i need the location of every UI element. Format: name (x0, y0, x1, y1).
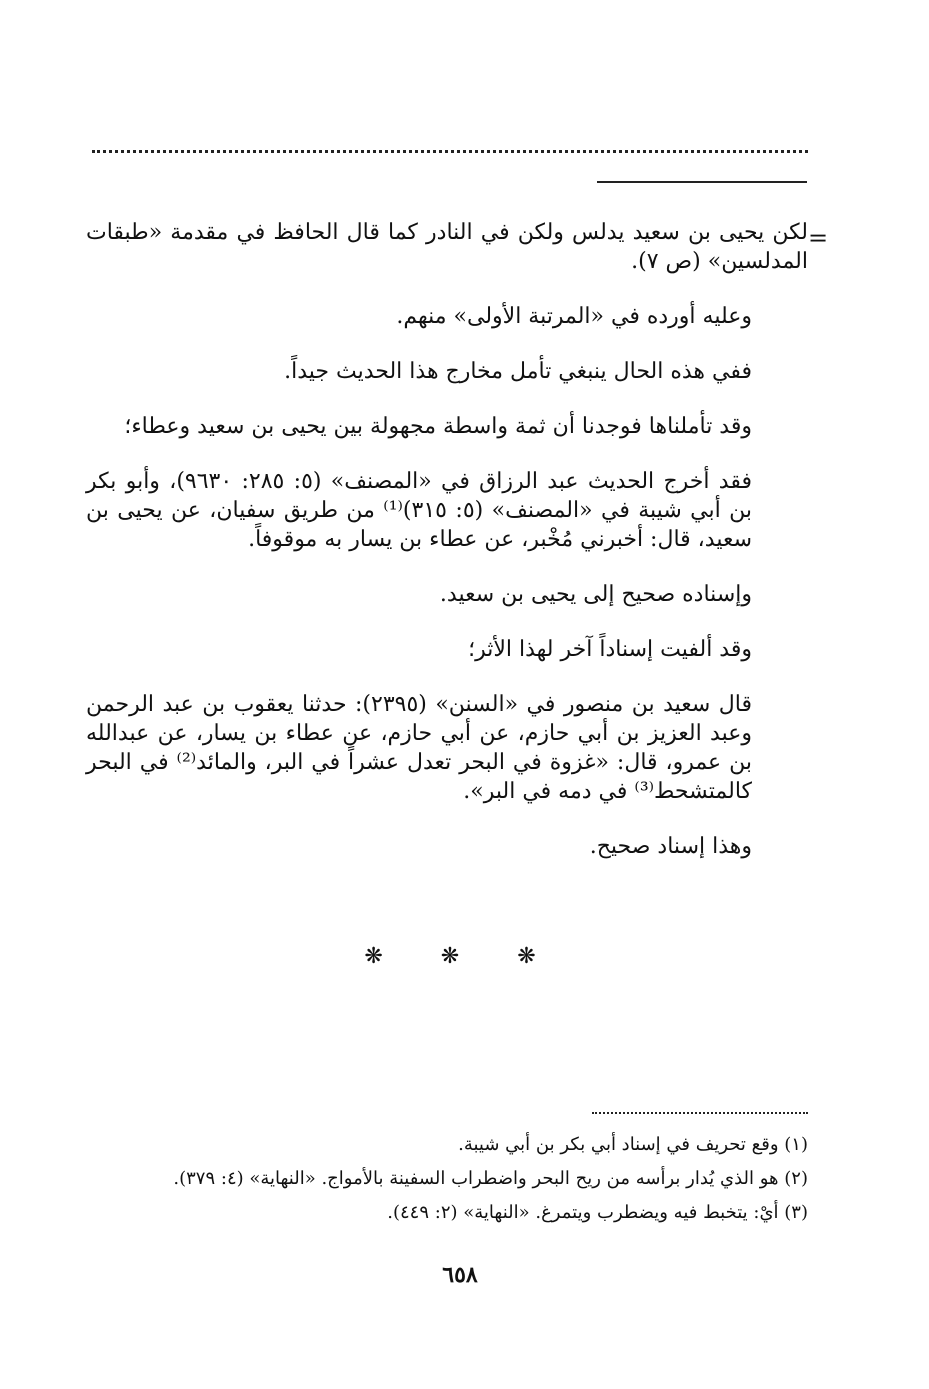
footnote-1: (١) وقع تحريف في إسناد أبي بكر بن أبي شيبة. (458, 1134, 808, 1155)
paragraph-5: فقد أخرج الحديث عبد الرزاق في «المصنف» (٥: ٢٨٥: ٩٦٣٠)، وأبو بكر بن أبي شيبة في «المصنف» (٥: ٣١٥)⁽¹⁾ من طريق سفيان، عن يحيى بن سعيد، قال: أخبرني مُخْبر، عن عطاء بن يسار به موقوفاً. (86, 469, 753, 552)
paragraph-1: لكن يحيى بن سعيد يدلس ولكن في النادر كما قال الحافظ في مقدمة «طبقات المدلسين» (ص ٧). (86, 220, 808, 274)
page-number: ٦٥٨ (442, 1262, 478, 1288)
paragraph-7: وقد ألفيت إسناداً آخر لهذا الأثر؛ (468, 637, 752, 662)
star-ornament: ❋ (517, 944, 536, 969)
footnote-3: (٣) أيْ: يتخبط فيه ويضطرب ويتمرغ. «النهاية» (٢: ٤٤٩). (387, 1202, 808, 1223)
section-separator (300, 946, 600, 968)
footnote-rule (592, 1112, 808, 1114)
header-dotted-rule (92, 150, 808, 153)
paragraph-4: وقد تأملناها فوجدنا أن ثمة واسطة مجهولة بين يحيى بن سعيد وعطاء؛ (124, 414, 752, 439)
paragraph-3: ففي هذه الحال ينبغي تأمل مخارج هذا الحديث جيداً. (284, 359, 752, 384)
main-text (86, 218, 808, 867)
star-ornament: ❋ (364, 944, 383, 969)
paragraph-6: وإسناده صحيح إلى يحيى بن سعيد. (439, 582, 752, 607)
paragraph-8: قال سعيد بن منصور في «السنن» (٢٣٩٥): حدثنا يعقوب بن عبد الرحمن وعبد العزيز بن أبي حازم، عن أبي حازم، عن عطاء بن يسار، عن عبدالله بن عمرو، قال: «غزوة في البحر تعدل عشراً في البر، والمائد⁽²⁾ في البحر كالمتشحط⁽³⁾ في دمه في البر». (86, 692, 752, 804)
footnote-2: (٢) هو الذي يُدار برأسه من ريح البحر واضطراب السفينة بالأمواج. «النهاية» (٤: ٣٧٩). (173, 1168, 808, 1189)
continuation-mark: = (808, 224, 829, 252)
paragraph-2: وعليه أورده في «المرتبة الأولى» منهم. (396, 304, 752, 329)
star-ornament: ❋ (440, 944, 460, 969)
header-short-rule (597, 181, 807, 183)
footnotes (86, 1128, 808, 1230)
paragraph-9: وهذا إسناد صحيح. (589, 834, 752, 859)
